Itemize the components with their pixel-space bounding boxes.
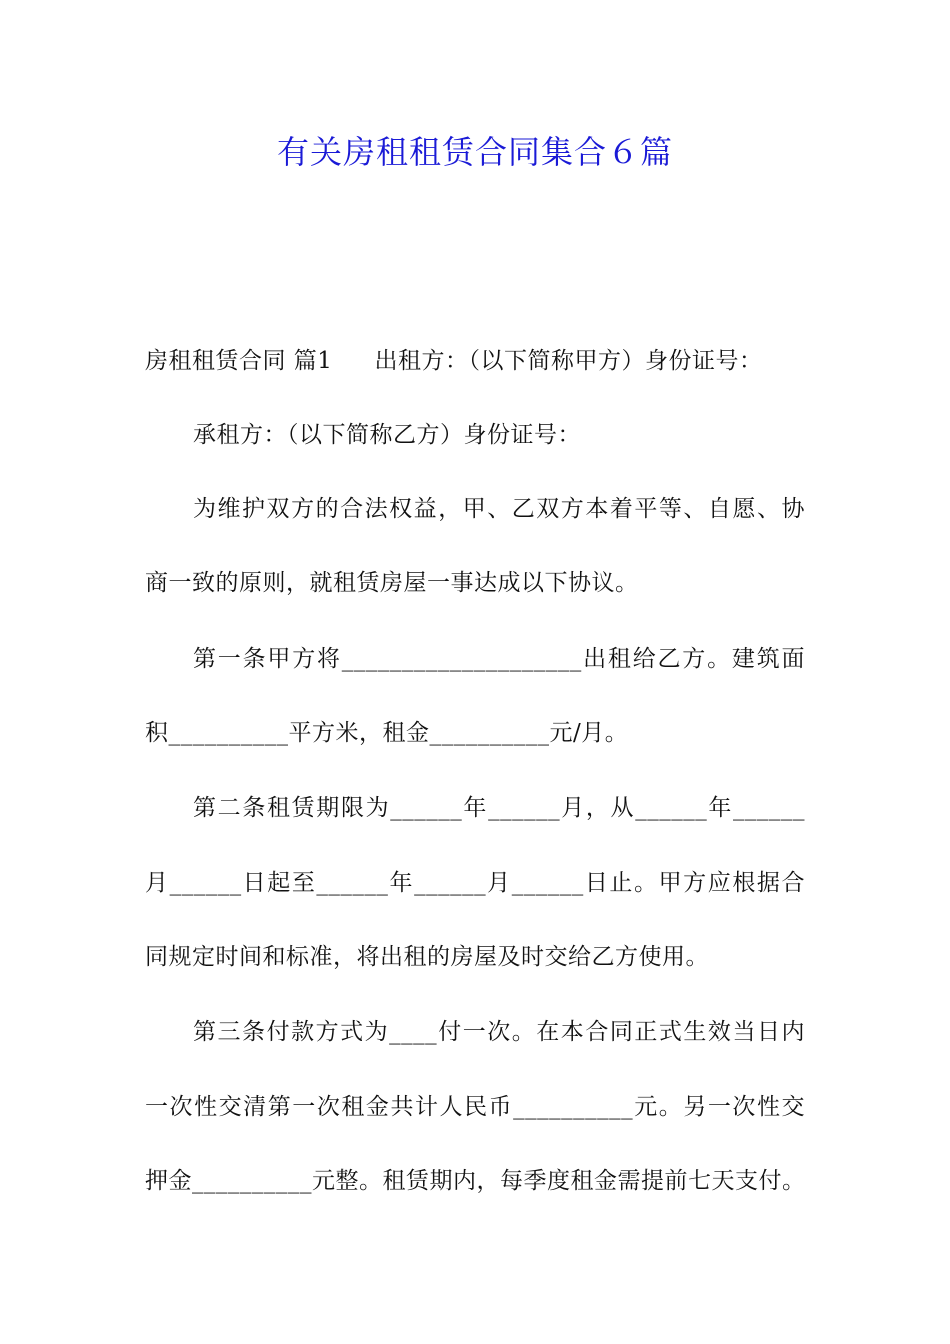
- contract-heading-line: [145, 345, 805, 377]
- article-1-line: 积__________平方米，租金__________元/月。: [145, 720, 629, 746]
- paragraph-line: 商一致的原则，就租赁房屋一事达成以下协议。: [145, 570, 639, 596]
- lessee-line: 承租方：（以下简称乙方）身份证号：: [193, 422, 581, 448]
- article-3-line: 押金__________元整。租赁期内，每季度租金需提前七天支付。: [145, 1168, 806, 1194]
- paragraph-line: 为维护双方的合法权益，甲、乙双方本着平等、自愿、协: [193, 496, 805, 522]
- article-1-line: 第一条甲方将____________________出租给乙方。建筑面: [193, 646, 805, 672]
- contract-heading: 房租租赁合同 篇1: [145, 348, 333, 374]
- article-3-line: 第三条付款方式为____付一次。在本合同正式生效当日内: [193, 1019, 805, 1045]
- article-2-line: 同规定时间和标准，将出租的房屋及时交给乙方使用。: [145, 944, 709, 970]
- article-3-line: 一次性交清第一次租金共计人民币__________元。另一次性交: [145, 1094, 805, 1120]
- document-title: 有关房租租赁合同集合６篇: [276, 133, 673, 171]
- lessor-line: 出租方：（以下简称甲方）身份证号：: [374, 348, 763, 374]
- article-2-line: 月______日起至______年______月______日止。甲方应根据合: [145, 870, 805, 896]
- article-2-line: 第二条租赁期限为______年______月，从______年______: [193, 795, 805, 821]
